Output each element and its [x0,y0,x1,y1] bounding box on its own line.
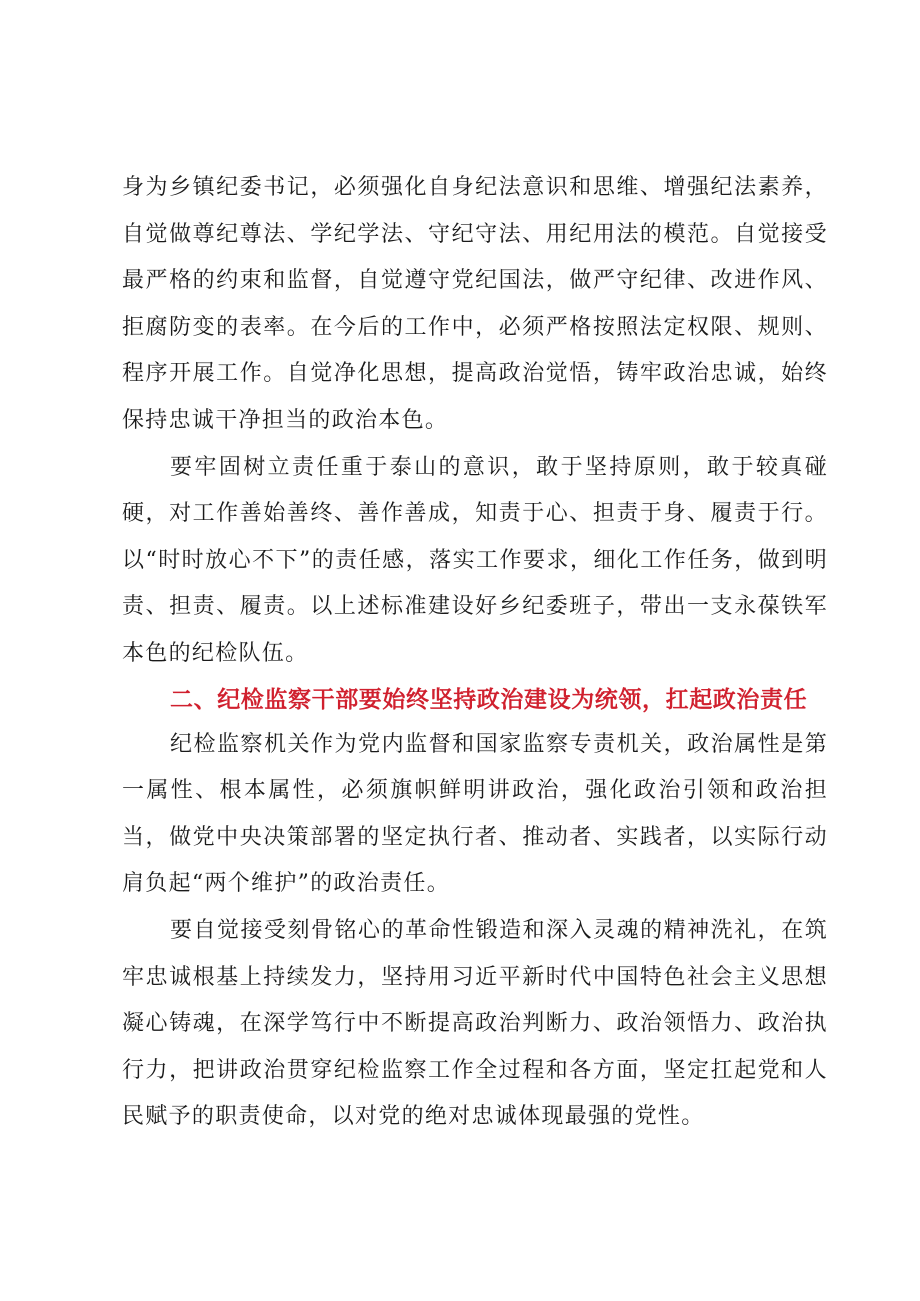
paragraph-1: 身为乡镇纪委书记，必须强化自身纪法意识和思维、增强纪法素养，自觉做尊纪尊法、学纪学法、守纪守法、用纪用法的模范。自觉接受最严格的约束和监督，自觉遵守党纪国法，做严守纪律、改进作风、拒腐防变的表率。在今后的工作中，必须严格按照法定权限、规则、程序开展工作。自觉净化思想，提高政治觉悟，铸牢政治忠诚，始终保持忠诚干净担当的政治本色。 [122,175,828,433]
section-heading: 二、纪检监察干部要始终坚持政治建设为统领，扛起政治责任 [170,686,808,713]
paragraph-3: 纪检监察机关作为党内监督和国家监察专责机关，政治属性是第一属性、根本属性，必须旗帜鲜明讲政治，强化政治引领和政治担当，做党中央决策部署的坚定执行者、推动者、实践者，以实际行动肩负起“两个维护”的政治责任。 [122,731,828,897]
paragraph-4: 要自觉接受刻骨铭心的革命性锻造和深入灵魂的精神洗礼，在筑牢忠诚根基上持续发力，坚持用习近平新时代中国特色社会主义思想凝心铸魂，在深学笃行中不断提高政治判断力、政治领悟力、政治执行力，把讲政治贯穿纪检监察工作全过程和各方面，坚定扛起党和人民赋予的职责使命，以对党的绝对忠诚体现最强的党性。 [122,917,828,1130]
document-body [122,165,828,1141]
paragraph-2: 要牢固树立责任重于泰山的意识，敢于坚持原则，敢于较真碰硬，对工作善始善终、善作善成，知责于心、担责于身、履责于行。以“时时放心不下”的责任感，落实工作要求，细化工作任务，做到明责、担责、履责。以上述标准建设好乡纪委班子，带出一支永葆铁军本色的纪检队伍。 [122,454,828,666]
